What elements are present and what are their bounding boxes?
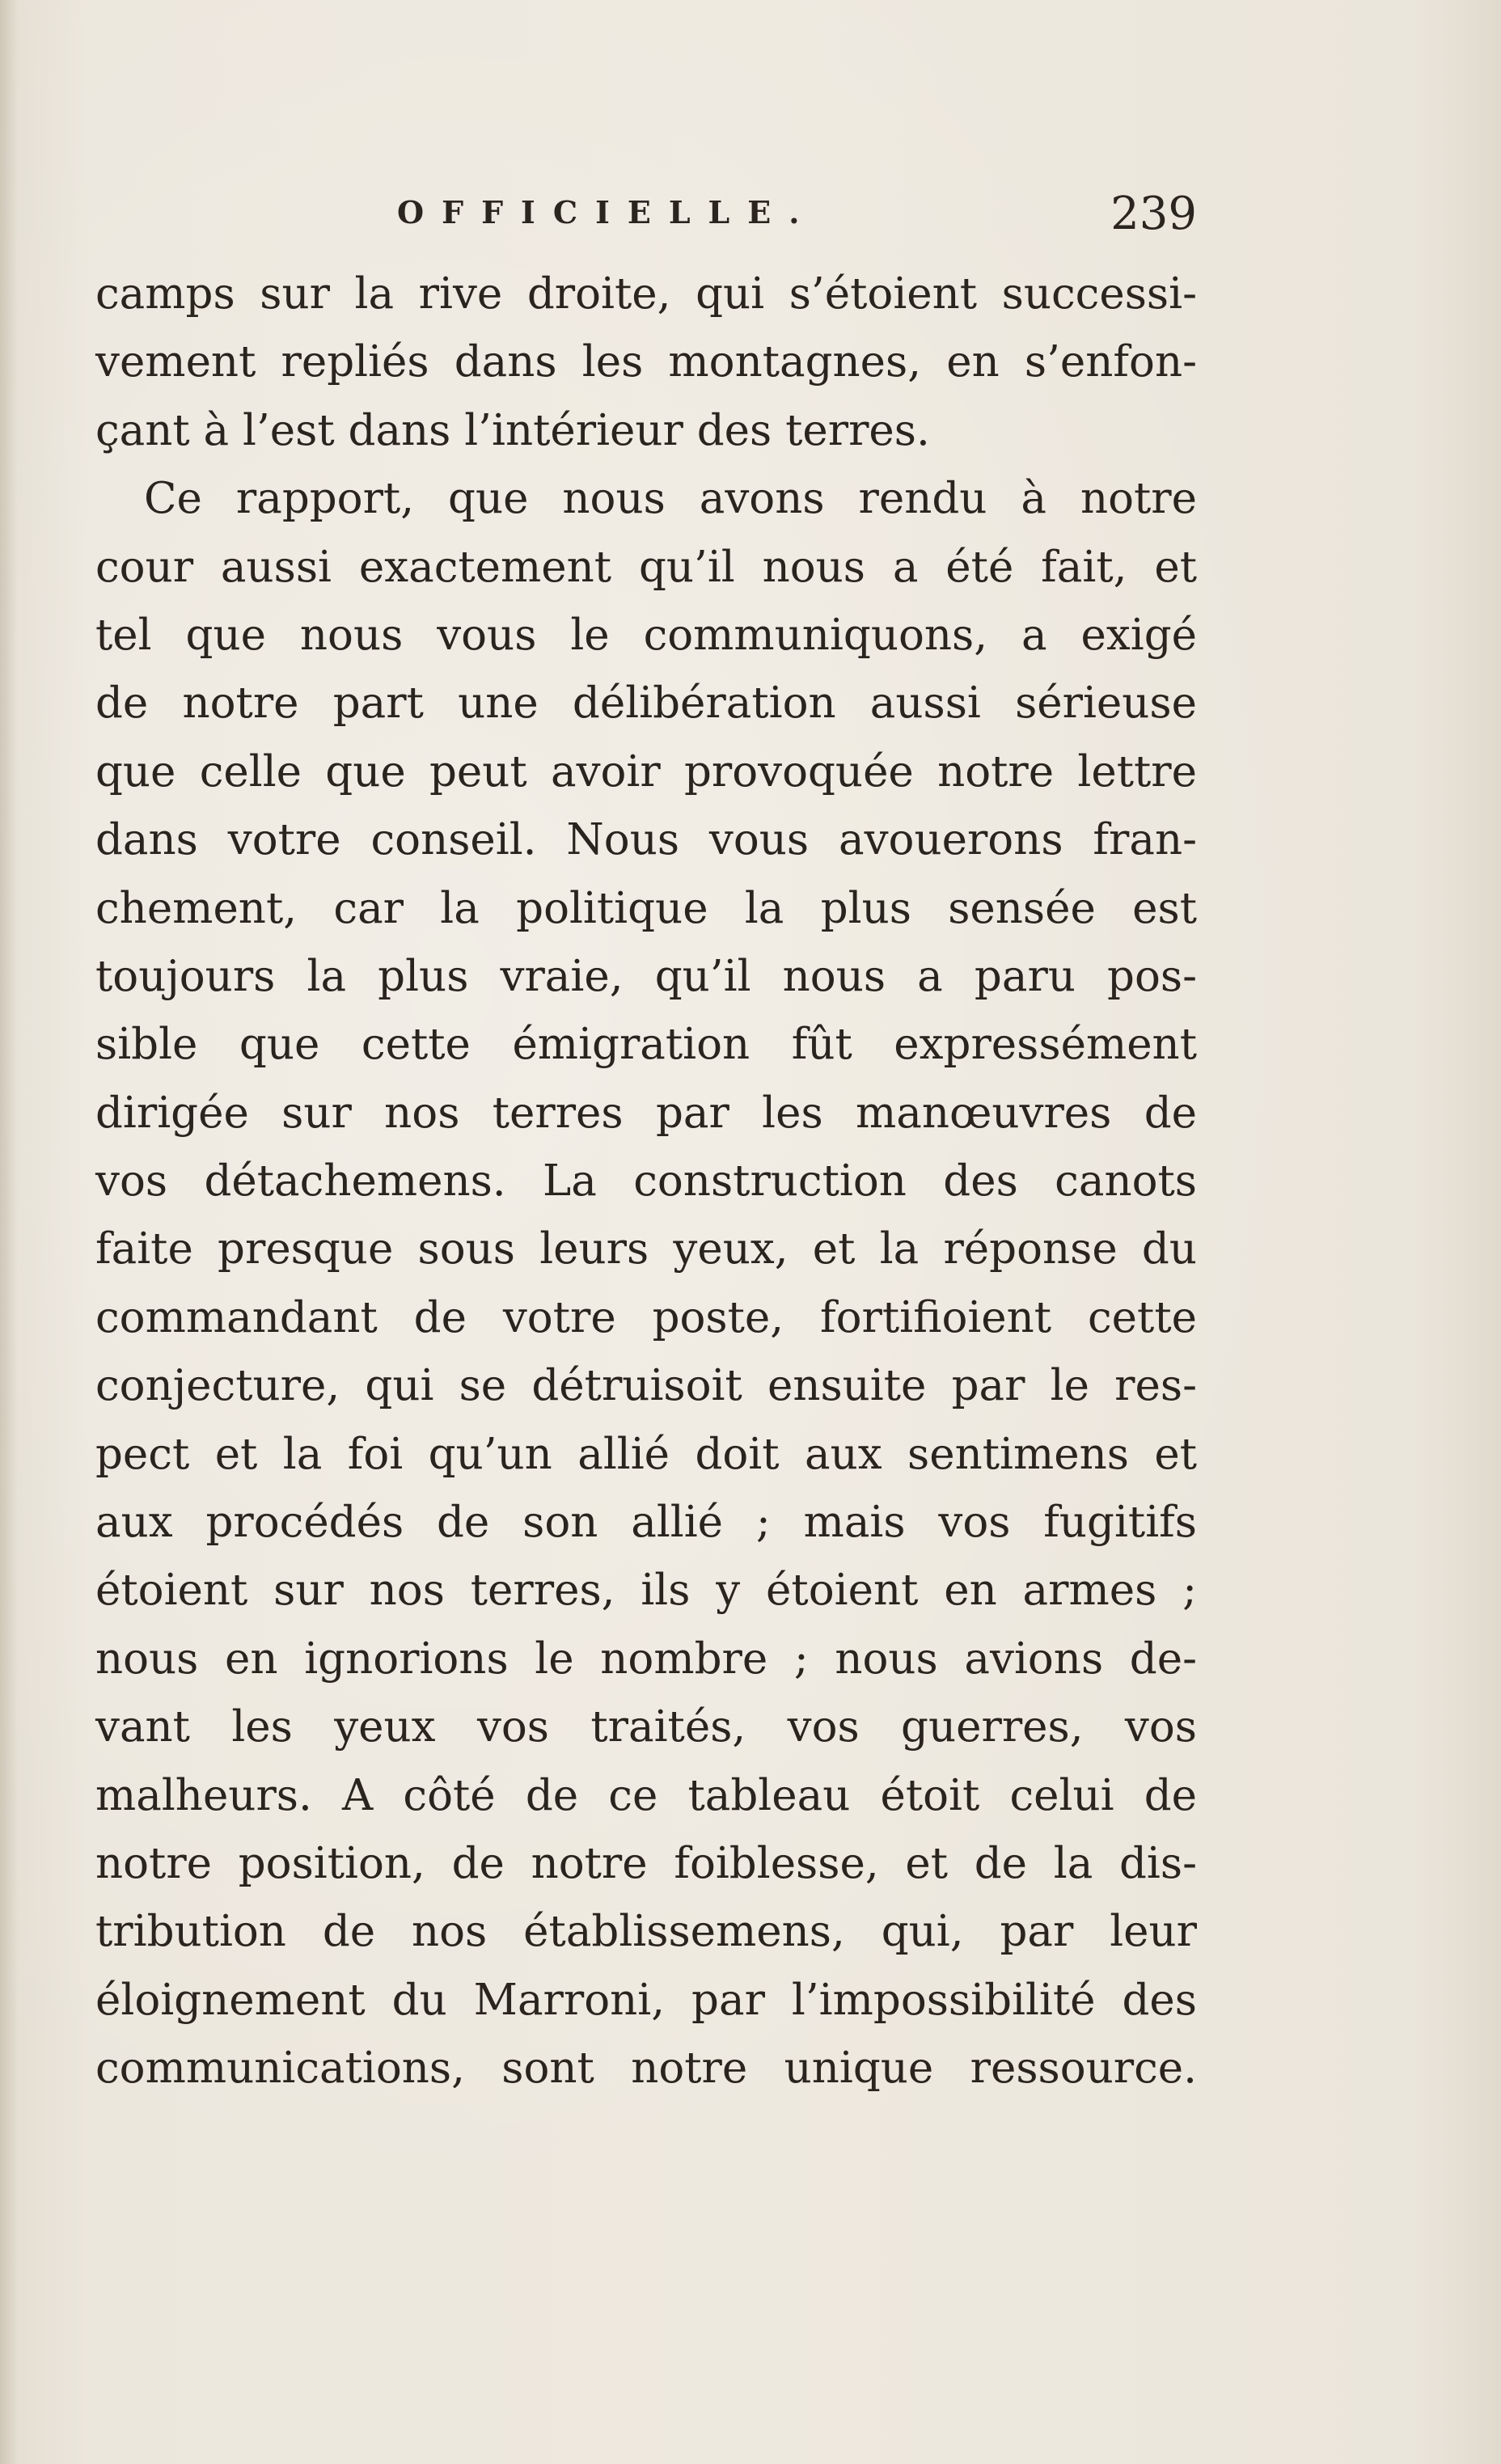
text-line: chement, car la politique la plus sensée est	[95, 883, 1197, 933]
text-line: aux procédés de son allié ; mais vos fugitifs	[95, 1498, 1197, 1548]
text-line: éloignement du Marroni, par l’impossibilité des	[95, 1975, 1197, 2025]
text-line: Ce rapport, que nous avons rendu à notre	[144, 474, 1197, 524]
text-line: cour aussi exactement qu’il nous a été fait, et	[95, 542, 1197, 592]
text-line: vos détachemens. La construction des canots	[95, 1156, 1197, 1207]
text-line: tel que nous vous le communiquons, a exigé	[95, 610, 1197, 660]
text-line: vement repliés dans les montagnes, en s’enfon-	[95, 337, 1197, 387]
text-line: camps sur la rive droite, qui s’étoient successi-	[95, 269, 1197, 319]
text-line: étoient sur nos terres, ils y étoient en armes ;	[95, 1566, 1197, 1616]
text-line: dans votre conseil. Nous vous avouerons fran-	[95, 815, 1197, 865]
running-title: OFFICIELLE.	[397, 194, 818, 230]
text-line: çant à l’est dans l’intérieur des terres.	[95, 405, 930, 455]
gutter-shadow	[0, 0, 18, 2464]
text-line: nous en ignorions le nombre ; nous avions de-	[95, 1634, 1197, 1684]
text-line: tribution de nos établissemens, qui, par leur	[95, 1907, 1197, 1957]
text-line: que celle que peut avoir provoquée notre lettre	[95, 746, 1197, 797]
text-line: notre position, de notre foiblesse, et de la dis-	[95, 1838, 1197, 1888]
text-line: commandant de votre poste, fortifioient cette	[95, 1292, 1197, 1342]
text-line: de notre part une délibération aussi sérieuse	[95, 678, 1197, 729]
page-number: 239	[1110, 188, 1197, 240]
text-line: pect et la foi qu’un allié doit aux sentimens et	[95, 1429, 1197, 1479]
body-text	[95, 260, 1197, 2103]
text-line: vant les yeux vos traités, vos guerres, vos	[95, 1702, 1197, 1752]
text-line: malheurs. A côté de ce tableau étoit celui de	[95, 1770, 1197, 1820]
text-line: communications, sont notre unique ressource.	[95, 2043, 1197, 2094]
text-line: dirigée sur nos terres par les manœuvres de	[95, 1088, 1197, 1138]
text-line: conjecture, qui se détruisoit ensuite par le res-	[95, 1361, 1197, 1411]
text-line: faite presque sous leurs yeux, et la réponse du	[95, 1224, 1197, 1274]
running-head	[95, 188, 1197, 244]
text-line: sible que cette émigration fût expressément	[95, 1020, 1197, 1070]
text-line: toujours la plus vraie, qu’il nous a paru pos-	[95, 951, 1197, 1001]
